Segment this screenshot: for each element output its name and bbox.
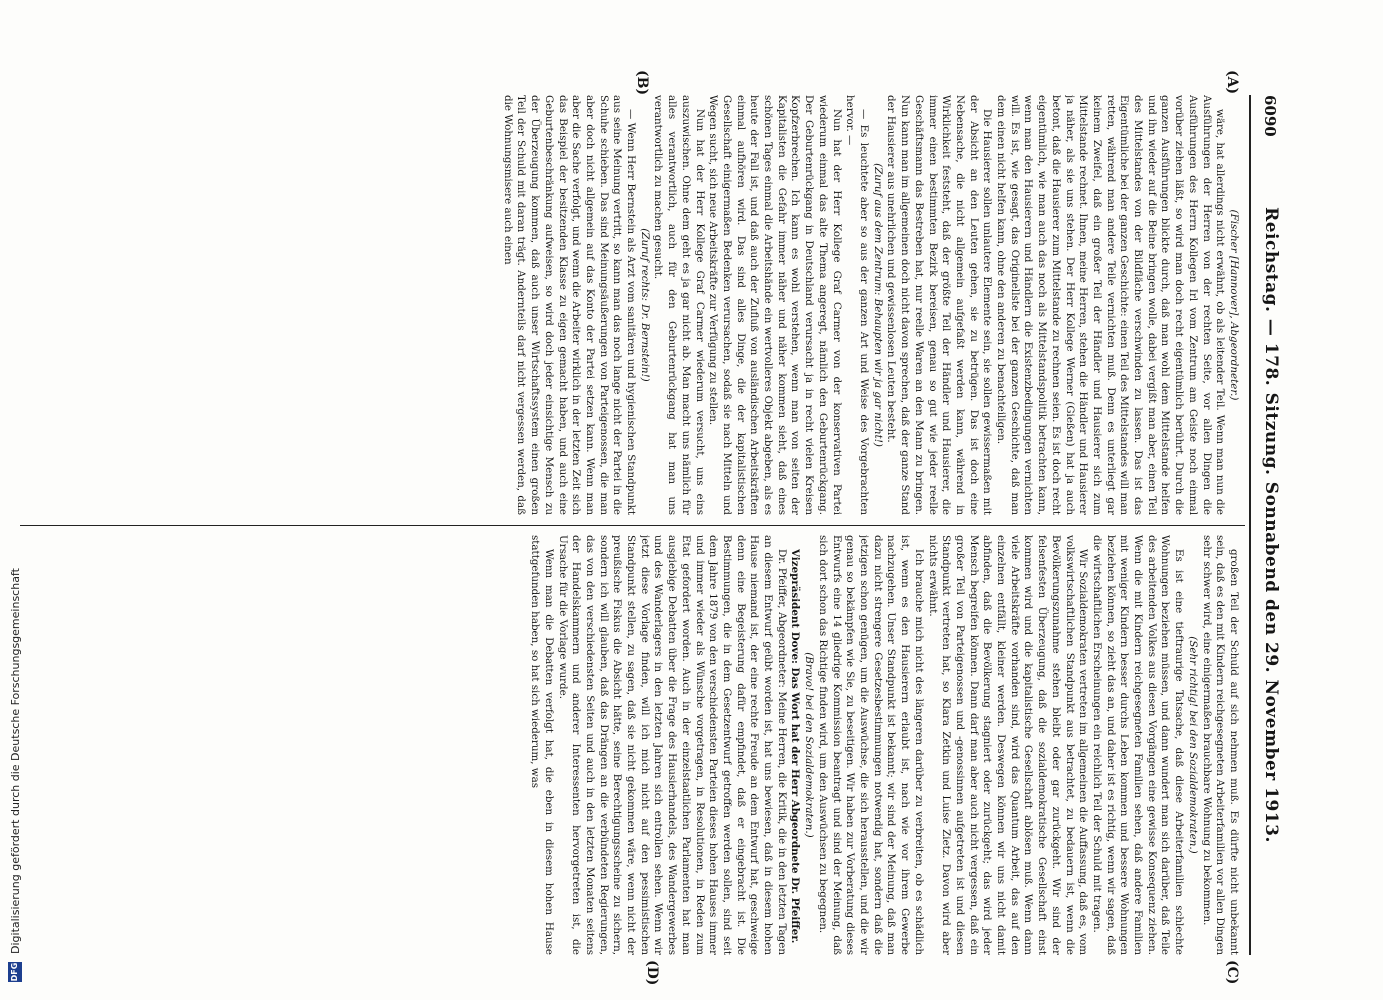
paragraph: — Es leuchtete aber so aus der ganzen Art und Weise des Vorgebrachten hervor. — [844,95,871,515]
paragraph: Nun hat der Herr Kollege Graf Carmer wiederum versucht, uns eins auszuwischen. Ohne dem geht es ja gar nicht ab. Man macht uns nämlich für alles verantwortlich, auch für den Geburtenrückgang hat man uns verantwortlich zu machen gesucht. [652,95,706,515]
paragraph: großen Teil der Schuld auf sich nehmen muß. Es dürfte nicht unbekannt sein, daß es den mit Kindern reichgesegneten Arbeiterfamilien vor allen Dingen sehr schwer wird, eine einigermaßen brauchbare Wohnung zu bekommen. [1200,535,1240,955]
paragraph: Wenn man die Debatten verfolgt hat, die eben in diesem hohen Hause stattgefunden haben, so hat sich wiederum, was [529,535,555,955]
margin-marker-b: (B) [634,70,650,96]
dfg-logo: DFG [8,962,22,982]
column-divider [20,525,1245,526]
page-header [1249,95,1285,955]
margin-marker-a: (A) [1224,70,1240,95]
margin-marker-c: (C) [1224,960,1240,985]
page-number: 6090 [1261,95,1279,137]
paragraph: Nun hat der Herr Kollege Graf Carmer von der konservativen Partei wiederum einmal das alte Thema angeregt, nämlich den Geburtenrückgang. Der Geburtenrückgang in Deutschland verursacht ja in recht vielen Kreisen Kopfzerbrechen. Ich kann es wohl verstehen, wenn man von seiten der Kapitalisten die Gefahr immer näher und näher kommen sieht, daß eines schönen Tages einmal die Arbeitshände ein wertvolleres Objekt abgeben, als es heute der Fall ist, und daß auch der Zufluß von ausländischen Arbeitskräften einmal aufhören wird. Das sind alles Dinge, die der kapitalistischen Gesellschaft einigermaßen Bedenken verursachen, sodaß sie nach Mitteln und Wegen sucht, sich neue Arbeitskräfte zur Verfügung zu stellen. [707,95,843,515]
digitization-credit [0,0,30,1000]
paragraph: wäre, hat allerdings nicht erwähnt, ob als leitender Teil. Wenn man nun die Ausführungen der Herren von der rechten Seite, vor allen Dingen die Ausführungen des Herrn Kollegen Irl vom Zentrum am Geiste noch einmal vorüber ziehen läßt, so wird man doch recht eigentümlich berührt. Durch die ganzen Ausführungen blickte durch, daß man wohl dem Mittelstande helfen und ihn wieder auf die Beine bringen wolle, dabei vergißt man aber, einen Teil des Mittelstandes von der Bildfläche verschwinden zu lassen. Das ist das Eigentümliche bei der ganzen Geschichte: einen Teil des Mittelstandes will man retten, während man andere Teile vernichten muß. Denn es unterliegt gar keinem Zweifel, daß ein großer Teil der Händler und Hausierer sich zum Mittelstande rechnet. Ihnen, meine Herren, stehen die Händler und Hausierer ja näher, als sie uns stehen. Der Herr Kollege Werner (Gießen) hat ja auch betont, daß die Hausierer zum Mittelstande zu rechnen seien. Es ist doch recht eigentümlich, wie man auch das noch als Mittelstandspolitik betrachten kann, wenn man den Hausierern und Händlern die Existenzbedingungen vernichten will. Es ist, wie gesagt, das Originellste bei der ganzen Geschichte, daß man dem einen nicht helfen kann, ohne den anderen zu benachteiligen. [995,95,1227,515]
interjection: (Zuruf rechts: Dr. Bernstein!) [638,228,651,382]
paragraph: Wir Sozialdemokraten vertreten im allgemeinen die Auffassung, daß es, vom volkswirtschaftlichen Standpunkt aus betrachtet, zu bedauern ist, wenn die Bevölkerungszunahme stehen bleibt oder gar zurückgeht. Wir sind der felsenfesten Überzeugung, daß die sozialdemokratische Gesellschaft einst kommen wird und die kapitalistische Gesellschaft ablösen muß. Wenn dann viele Arbeitskräfte vorhanden sind, wird das Quantum Arbeit, das auf den einzelnen entfällt, kleiner werden. Deswegen können wir uns nicht damit abfinden, daß die Bevölkerung stagniert oder zurückgeht; das wird jeder Mensch begreifen können. Dann darf man aber auch nicht vergessen, daß ein großer Teil von Parteigenossen und -genossinnen aufgetreten ist und diesen Standpunkt vertreten hat, so Klara Zetkin und Luise Zietz. Davon wird aber nichts erwähnt. [926,535,1090,955]
credit-text: Digitalisierung gefördert durch die Deutsche Forschungsgemeinschaft [8,568,22,954]
paragraph: Es ist eine tieftraurige Tatsache, daß diese Arbeiterfamilien schlechte Wohnungen beziehen müssen, und dann wundert man sich darüber, daß Teile des arbeitenden Volkes aus diesen Vorgängen eine gewisse Konsequenz ziehen. Wenn die mit Kindern reichgesegneten Familien sehen, daß andere Familien mit weniger Kindern besser durchs Leben kommen und bessere Wohnungen beziehen können, so zieht das an, und daher ist es richtig, wenn wir sagen, daß die wirtschaftlichen Erscheinungen ein reichlich Teil der Schuld mit tragen. [1090,535,1186,955]
paragraph: — Wenn Herr Bernstein als Arzt vom sanitären und hygienischen Standpunkt aus seine Meinung vertritt, so kann man das noch lange nicht der Partei in die Schuhe schieben. Das sind Meinungsäußerungen von Parteigenossen, die man aber doch nicht allgemein auf das Konto der Partei setzen kann. Wenn man aber die Sache verfolgt, und wenn die Arbeiter wirklich in der letzten Zeit sich das Beispiel der besitzenden Klasse zu eigen gemacht haben, und auch eine Geburtenbeschränkung aufweisen, so wird doch jeder einsichtige Mensch zu der Überzeugung kommen, daß auch unser Wirtschaftssystem einen großen Teil der Schuld mit daran trägt. Andernteils darf nicht vergessen werden, daß die Wohnungsmisere auch einen [501,95,638,515]
page-title: Reichstag. — 178. Sitzung. Sonnabend den 29. November 1913. [1261,207,1281,843]
margin-marker-d: (D) [644,960,660,986]
paragraph: Die Hausierer sollen unlautere Elemente sein, sie sollen gewissermaßen mit der Absicht an den Leuten gehen, sie zu betrügen. Das ist doch eine Nebensache, die nicht allgemein aufgefaßt werden kann, während in Wirklichkeit feststeht, daß der größte Teil der Händler und Hausierer, die immer einen bestimmten Bezirk bereisen, genau so gut wie jeder reelle Geschäftsmann das Bestreben hat, nur reelle Waren an den Mann zu bringen. Nun kann man im allgemeinen doch nicht davon sprechen, daß der ganze Stand der Hausierer aus unehrlichen und gewissenlosen Leuten besteht. [885,95,994,515]
interjection: (Zuruf aus dem Zentrum: Behaupten wir ja gar nicht!) [871,163,884,447]
interjection: (Bravo! bei den Sozialdemokraten.) [803,652,816,838]
paragraph: Ich brauche mich nicht des längeren darüber zu verbreiten, ob es schädlich ist, wenn es den Hausierern erlaubt ist, nach wie vor ihrem Gewerbe nachzugehen. Unser Standpunkt ist bekannt; wir sind der Meinung, daß man dazu nicht strengere Gesetzesbestimmungen notwendig hat, sondern daß die jetzigen schon genügen, um die Auswüchse, die sich herausstellen, und die wir genau so bekämpfen wie Sie, zu beseitigen. Wir haben zur Vorberatung dieses Entwurfs eine 14 gliedrige Kommission beantragt und sind der Meinung, daß sich dort schon das Richtige finden wird, um den Auswüchsen zu begegnen. [816,535,925,955]
paragraph: Dr. Pfeiffer, Abgeordneter: Meine Herren, die Kritik, die in den letzten Tagen an diesem Entwurf geübt worden ist, hat uns bewiesen, daß in diesem hohen Hause niemand ist, der eine rechte Freude an dem Entwurf hat, geschweige denn eine Begeisterung dafür empfindet, daß er eingebracht ist. Die Bestimmungen, die in dem Gesetzentwurf getroffen werden sollen, sind seit dem Jahre 1879 von den verschiedensten Parteien dieses hohen Hauses immer und immer wieder als Wünsche vorgetragen, in Resolutionen, in Reden zum Etat gefordert worden. Auch in der einzelstaatlichen Parlamenten hat man ausgiebige Debatten über die Frage des Hausierhandels, des Wandergewerbes und des Wanderlagers in den letzten Jahren sich entrollen sehen. Wenn wir jetzt diese Vorlage finden, will ich mich nicht auf den pessimistischen Standpunkt stellen, zu sagen, daß sie nicht gekommen wäre, wenn nicht der preußische Fiskus die Absicht hätte, seine Berechtigungsscheine zu sichern, sondern ich will glauben, daß das Drängen an die verbündeten Regierungen, das von den verschiedensten Seiten und auch in den letzten Monaten seitens der Handelskammern und anderer Interessenten hervorgetreten ist, die Ursache für die Vorlage wurde. [556,535,788,955]
left-column [25,95,1240,515]
speaker-line: Vizepräsident Dove: Das Wort hat der Herr Abgeordnete Dr. Pfeiffer. [789,549,802,944]
right-column [25,535,1240,955]
interjection: (Sehr richtig! bei den Sozialdemokraten.) [1186,636,1199,854]
speaker-line: (Fischer [Hannover], Abgeordneter.) [1228,209,1240,401]
